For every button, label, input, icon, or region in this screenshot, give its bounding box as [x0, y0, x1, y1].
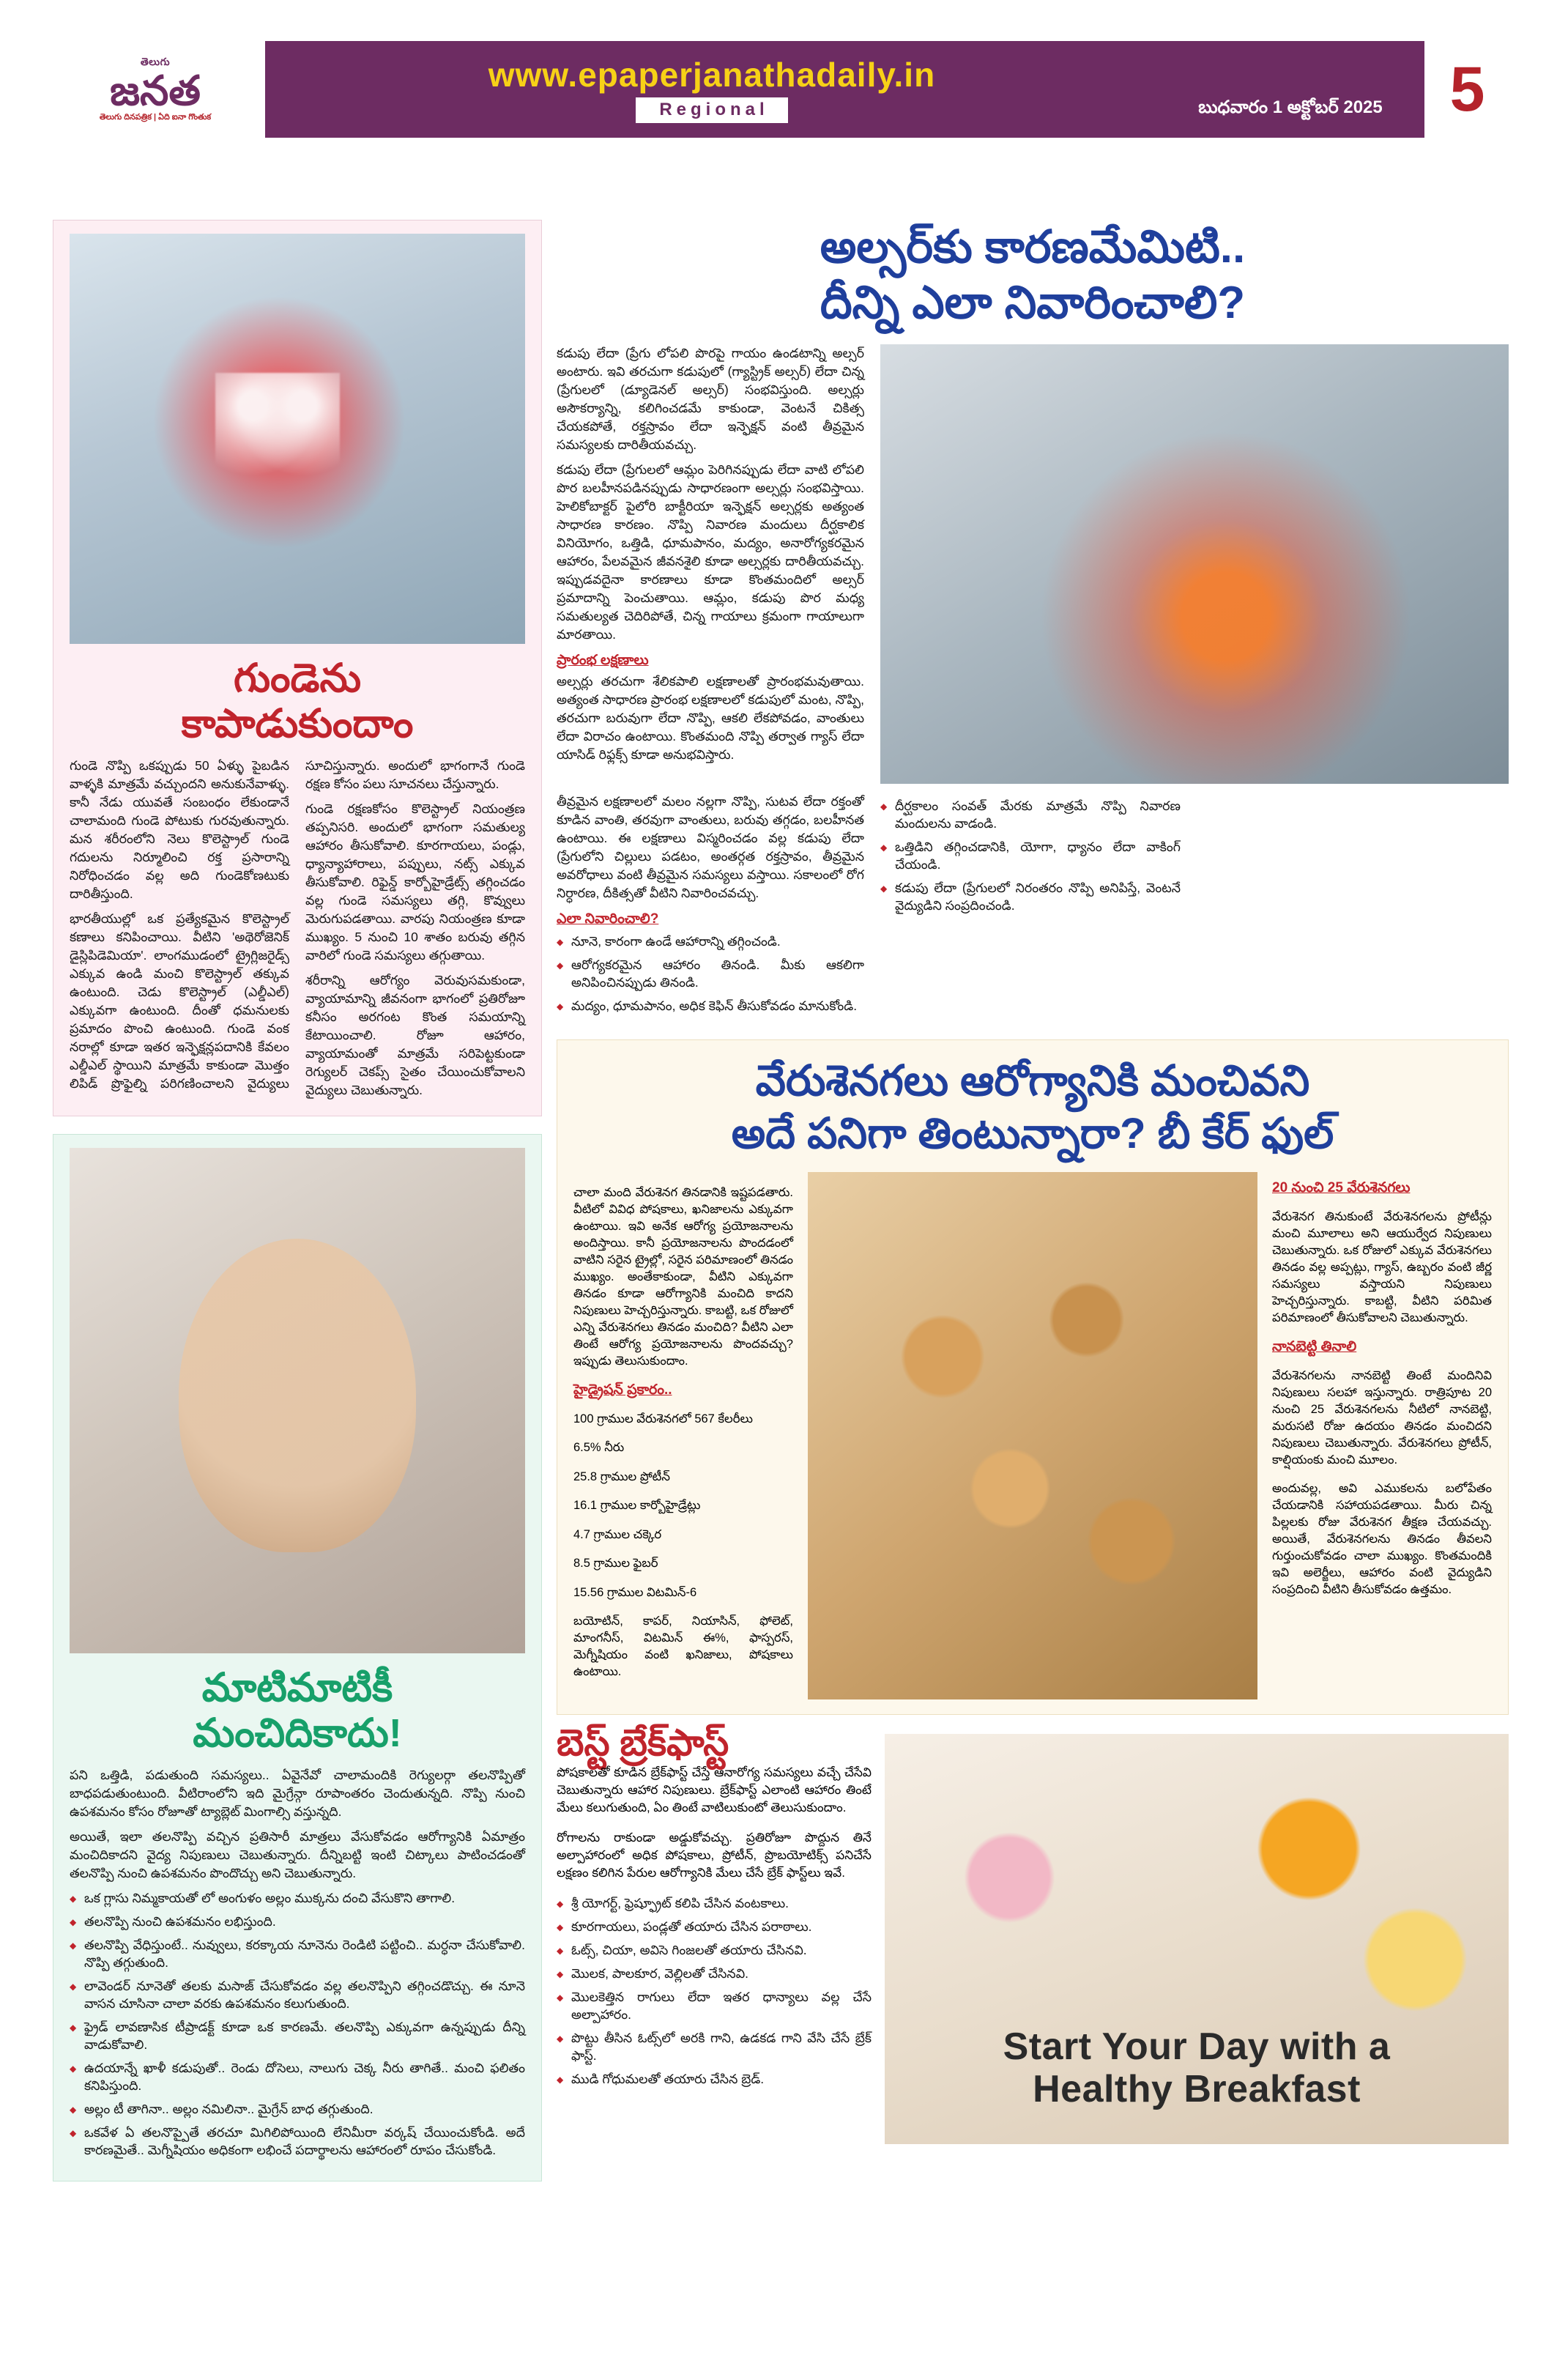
heart-body	[70, 757, 525, 1100]
peanut-subhead-2: నానబెట్టి తినాలి	[1272, 1339, 1357, 1354]
list-item: ◆ కడుపు లేదా (ప్రేగులలో నిరంతరం నొప్పి అనిపిస్తే, వెంటనే వైద్యుడిని సంప్రదించండి.	[880, 879, 1181, 914]
headache-headline	[70, 1665, 525, 1756]
ulcer-bottom-row	[557, 793, 1509, 1020]
left-column	[53, 220, 542, 2181]
ulcer-col-1	[557, 344, 864, 784]
heart-article-photo	[70, 234, 525, 644]
list-item: ◆ ఉదయాన్నే ఖాళీ కడుపుతో.. రెండు దోసెలు, నాలుగు చెక్క నీరు తాగితే.. మంచి ఫలితం కనిపిస్తుంది.	[70, 2059, 525, 2094]
logo-top-text: తెలుగు	[140, 55, 171, 67]
page-number: 5	[1422, 41, 1510, 138]
list-item: ◆ ఓట్స్, చియా, అవిసె గింజలతో తయారు చేసినవి.	[557, 1941, 872, 1959]
list-item: ◆ శ్రీ యోగర్ట్, ఫ్రెష్ఫ్రూట్ కలిపి చేసిన వంటకాలు.	[557, 1894, 872, 1912]
list-item: ◆ దీర్ఘకాలం సంవత్ మేరకు మాత్రమే నొప్పి నివారణ మందులను వాడండి.	[880, 797, 1181, 832]
ulcer-bullet-list-left	[557, 933, 864, 1015]
headache-headline-line2: మంచిదికాదు!	[193, 1711, 402, 1755]
peanut-headline	[573, 1055, 1492, 1160]
headache-headline-line1: మాటిమాటికీ	[201, 1666, 393, 1710]
nutrition-item: 6.5% నీరు	[573, 1441, 625, 1454]
breakfast-caption-line2: Healthy Breakfast	[1033, 2068, 1361, 2110]
article-headache	[53, 1134, 542, 2181]
article-breakfast	[557, 1722, 1509, 2144]
article-ulcer	[557, 220, 1509, 1020]
ulcer-article-photo	[880, 344, 1509, 784]
list-item: ◆ తలనొప్పి నుంచి ఉపశమనం లభిస్తుంది.	[70, 1913, 525, 1930]
heart-headline-line2: కాపాడుకుందాం	[181, 702, 414, 746]
issue-date: బుధవారం 1 అక్టోబర్ 2025	[1198, 97, 1383, 117]
list-item: ◆ కూరగాయలు, పండ్లతో తయారు చేసిన పరాఠాలు.	[557, 1918, 872, 1935]
heart-para-1: గుండె నొప్పి ఒకప్పుడు 50 ఏళ్ళు పైబడిన వాళ్ళకి మాత్రమే వచ్చుందని అనుకునేవాళ్ళు. కానీ నేడు యువతే సంబంధం లేకుండానే చాలామంది గుండె పోటుకు గురవుతున్నారు. మన శరీరంలోని నెలు కొలెస్ట్రాల్ గుండె గదులను నిర్మూలించి రక్త ప్రసారాన్ని నిరోధించడం వల్ల అది గుండెకోణటుకు దారితీస్తుంది.	[70, 758, 289, 901]
ulcer-spacer	[1197, 793, 1509, 1020]
logo-main-text: జనత	[110, 67, 201, 114]
list-item: ◆ మొలకెత్తిన రాగులు లేదా ఇతర ధాన్యాలు వల్ల చేసే అల్పాహారం.	[557, 1988, 872, 2023]
breakfast-headline: బెస్ట్ బ్రేక్‌ఫాస్ట్	[557, 1722, 729, 1763]
headache-para-2: అయితే, ఇలా తలనొప్పి వచ్చిన ప్రతిసారీ మాత్రలు వేసుకోవడం ఆరోగ్యానికి ఏమాత్రం మంచిదికాదని వైద్య నిపుణులు చెబుతున్నారు. దీన్నిబట్టి ఇంటి చిట్కాలు పాటించడంతో తలనొప్పి నుంచి ఉపశమనం పొందొచ్చు అని చెబుతున్నారు.	[70, 1829, 525, 1880]
peanut-headline-line2: అదే పనిగా తింటున్నారా? బీ కేర్ ఫుల్	[731, 1110, 1334, 1157]
list-item: ◆ నూనె, కారంగా ఉండే ఆహారాన్ని తగ్గించండి.	[557, 933, 864, 950]
peanut-headline-line1: వేరుశెనగలు ఆరోగ్యానికి మంచివని	[755, 1057, 1310, 1105]
breakfast-article-photo	[885, 1734, 1509, 2144]
nutrition-item: 4.7 గ్రాముల చక్కెర	[573, 1527, 662, 1541]
website-url[interactable]: www.epaperjanathadaily.in	[488, 55, 936, 94]
list-item: ◆ మొలక, పాలకూర, వెల్లిలతో చేసినవి.	[557, 1965, 872, 1982]
heart-para-4: శరీరాన్ని ఆరోగ్యం వెరువుసమకుండా, వ్యాయామాన్ని జీవనంగా భాగంలో ప్రతిరోజూ కనీసం అరగంట కొంత సమయాన్ని కేటాయించాలి. రోజూ ఆహారం, వ్యాయామంతో మాత్రమే సరిపెట్టకుండా రెగ్యులర్ చెకప్స్ సైతం చేయించుకోవాలని వైద్యులు చెబుతున్నారు.	[305, 973, 525, 1097]
ulcer-subhead-2: ఎలా నివారించాలి?	[557, 911, 659, 927]
nutrition-item: 15.56 గ్రాముల విటమిన్-6	[573, 1585, 697, 1599]
ulcer-para-2: కడుపు లేదా (ప్రేగులలో ఆమ్లం పెరిగినప్పుడు లేదా వాటి లోపలి పొర బలహీనపడినప్పుడు సాధారణంగా అల్సర్లు సంభవిస్తాయి. హెలికోబాక్టర్ పైలోరి బాక్టీరియా ఇన్ఫెక్షన్ అల్సర్లకు అత్యంత సాధారణ కారణం. నొప్పి నివారణ మందులు దీర్ఘకాలిక వినియోగం, ఒత్తిడి, ధూమపానం, మద్యం, అనారోగ్యకరమైన ఆహారం, పేలవమైన జీవనశైలి కూడా అల్సర్లకు దారితీయవచ్చు. ఇప్పుడవదైనా కారణాలు కూడా కొంతమందిలో అల్సర్ ప్రమాదాన్ని పెంచుతాయి. ఆమ్లం, కడుపు పొర మధ్య సమతుల్యత చెదిరిపోతే, చిన్న గాయాలు క్రమంగా గాయాలుగా మారతాయి.	[557, 462, 864, 642]
peanut-para-1: చాలా మంది వేరుశెనగ తినడానికి ఇష్టపడతారు. వీటిలో వివిధ పోషకాలు, ఖనిజాలను ఎక్కువగా ఉంటాయి. ఇవి అనేక ఆరోగ్య ప్రయోజనాలను అందిస్తాయి. కానీ ప్రయోజనాలను పొందడంలో వాటిని సరైన ట్రైల్లో, సరైన పరిమాణంలో తినడం ముఖ్యం. అంతేకాకుండా, వీటిని ఎక్కువగా తినడం కూడా ఆరోగ్యానికి మంచిది కాదని నిపుణులు హెచ్చరిస్తున్నారు. కాబట్టి, ఒక రోజులో ఎన్ని వేరుశెనగలు తినడం మంచిది? వీటిని ఎలా తింటే ఆరోగ్య ప్రయోజనాలను పొందవచ్చు? ఇప్పుడు తెలుసుకుందాం.	[573, 1185, 793, 1368]
masthead-logo	[45, 41, 265, 138]
masthead	[45, 41, 1510, 138]
article-heart	[53, 220, 542, 1116]
peanut-col-1	[573, 1172, 793, 1699]
article-peanut	[557, 1039, 1509, 1715]
peanut-subhead-1: 20 నుంచి 25 వేరుశెనగలు	[1272, 1180, 1411, 1195]
list-item: ◆ ఆరోగ్యకరమైన ఆహారం తినండి. మీకు ఆకలిగా అనిపించినప్పుడు తినండి.	[557, 956, 864, 991]
list-item: ◆ ముడి గోధుమలతో తయారు చేసిన బ్రెడ్.	[557, 2070, 872, 2088]
breakfast-text-col	[557, 1722, 872, 2144]
nutrition-item: 16.1 గ్రాముల కార్బోహైడ్రేట్లు	[573, 1499, 701, 1512]
headache-intro	[70, 1766, 525, 1883]
peanut-nutrition-title: హైడ్రైషన్ ప్రకారం..	[573, 1382, 672, 1398]
list-item: ◆ మద్యం, ధూమపానం, అధిక కెఫిన్ తీసుకోవడం మానుకోండి.	[557, 997, 864, 1015]
headache-bullet-list	[70, 1889, 525, 2159]
logo-sub-text: తెలుగు దినపత్రిక | ఏది ఐనా గొంతుక	[99, 112, 212, 122]
list-item: ◆ ఒకవేళ ఏ తలనొప్పైతే తరచూ మిగిలిపోయింది లేనిమీరా వర్కష్ చేయించుకోండి. అదే కారణమైతే.. మెగ్నీషియం అధికంగా లభించే పదార్థాలను ఆహారంలో రూపం చేసుకోండి.	[70, 2124, 525, 2159]
ulcer-subhead-1: ప్రారంభ లక్షణాలు	[557, 653, 649, 668]
nutrition-item: బయోటిన్, కాపర్, నియాసిన్, ఫోలెట్, మాంగనీస్, విటమిన్ ఈ%, ఫాస్పరస్, మెగ్నీషియం వంటి ఖనిజాలు, పోషకాలు ఉంటాయి.	[573, 1615, 793, 1678]
headache-para-1: పని ఒత్తిడి, పడుతుంది సమస్యలు.. ఏవైనేవో చాలామందికి రెగ్యులర్గా తలనొప్పితో బాధపడుతుంటుంది. వీటిరాంలోని ఇది మైగ్రేన్గా రూపాంతరం చెందుతున్నది. నొప్పి నుంచి ఉపశమనం కోసం రోజూతో ట్యాబ్లెట్ మింగాల్సి వస్తున్నది.	[70, 1768, 525, 1819]
ulcer-para-3: అల్సర్లు తరచుగా శేలికపాలి లక్షణాలతో ప్రారంభమవుతాయి. అత్యంత సాధారణ ప్రారంభ లక్షణాలలో కడుపులో మంట, నొప్పి, తరచుగా బరువుగా లేదా నొప్పి, ఆకలి లేకపోవడం, వాంతులు లేదా విరాచం ఉంటాయి. కొంతమంది నొప్పి తర్వాత గ్యాస్ లేదా యాసిడ్ రిఫ్లక్స్ కూడా అనుభవిస్తారు.	[557, 674, 864, 762]
peanut-nutrition-list	[573, 1411, 793, 1681]
ulcer-photo-wrap	[880, 344, 1509, 784]
heart-para-3: గుండె రక్షణకోసం కొలెస్ట్రాల్ నియంత్రణ తప్పనిసరి. అందులో భాగంగా సమతుల్య ఆహారం తీసుకోవాలి. కూరగాయలు, పండ్లు, ధ్యాన్యాహారాలు, పప్పులు, నట్స్ ఎక్కువ తీసుకోవాలి. రిఫైన్డ్ కార్బోహైడ్రేట్స్ తగ్గించడం వల్ల గుండె సమస్యలు తగ్గి, కొవ్వులు మెరుగుపడతాయి. వారపు నియంత్రణ కూడా ముఖ్యం. 5 నుంచి 10 శాతం బరువు తగ్గిన వారిలో గుండె సమస్యలు తగ్గుతాయి.	[305, 801, 525, 963]
ulcer-para-4: తీవ్రమైన లక్షణాలలో మలం నల్లగా నొప్పి, సుటవ లేదా రక్తంతో కూడిన వాంతి, తరవుగా వాంతులు, బరువు తగ్గడం, బలహీనత ఉంటాయి. ఈ లక్షణాలు విస్మరించడం వల్ల కడుపు లేదా (ప్రేగులోని చిల్లులు పడటం, అంతర్గత రక్తస్రావం, తీవ్రమైన అవరోధాలు వంటి తీవ్రమైన సమస్యలు వస్తాయి. సకాలంలో రోగ నిర్ధారణ, దీకిత్సతో వీటిని నివారించవచ్చు.	[557, 794, 864, 900]
ulcer-col-2	[557, 793, 864, 1020]
headache-article-photo	[70, 1148, 525, 1653]
peanut-para-3: వేరుశెనగలను నానబెట్టి తింటే మందినివి నిపుణులు సలహా ఇస్తున్నారు. రాత్రిపూట 20 నుంచి 25 వేరుశెనగలను నీటిలో నానబెట్టి, మరుసటి రోజు ఉదయం తినడం మంచిదని నిపుణులు చెబుతున్నారు. వేరుశెనగలు ప్రోటీన్, కాల్షియంకు మంచి మూలం.	[1272, 1368, 1492, 1467]
peanut-col-3	[1272, 1172, 1492, 1699]
peanut-article-photo	[808, 1172, 1257, 1699]
section-label: Regional	[636, 97, 787, 123]
peanut-columns	[573, 1172, 1492, 1699]
nutrition-item: 8.5 గ్రాముల ఫైబర్	[573, 1557, 658, 1570]
breakfast-photo-caption	[885, 2025, 1509, 2110]
breakfast-photo-wrap	[885, 1734, 1509, 2144]
breakfast-bullet-list	[557, 1894, 872, 2088]
masthead-center	[265, 41, 1159, 138]
nutrition-item: 25.8 గ్రాముల ప్రోటీన్	[573, 1469, 670, 1483]
list-item: ◆ ఫ్రైడ్ లావణాసిక టీప్రాడక్ట్ కూడా ఒక కారణమే. తలనొప్పి ఎక్కువగా ఉన్నప్పుడు దీన్ని వాడుకోవాలి.	[70, 2018, 525, 2053]
ulcer-para-1: కడుపు లేదా (ప్రేగు లోపలి పొరపై గాయం ఉండటాన్ని అల్సర్ అంటారు. ఇవి తరచుగా కడుపులో (గ్యాస్ట్రిక్ అల్సర్) లేదా చిన్న (ప్రేగులలో (డ్యూడెనల్ అల్సర్) సంభవిస్తుంది. అల్సర్లు అసౌకర్యాన్ని, కలిగించడమే కాకుండా, వెంటనే చికిత్స చేయకపోతే, రక్తస్రావం లేదా ఇన్ఫెక్షన్ వంటి తీవ్రమైన సమస్యలకు దారితీయవచ్చు.	[557, 346, 864, 452]
ulcer-headline-line2: దీన్ని ఎలా నివారించాలి?	[820, 278, 1246, 328]
list-item: ◆ తలనొప్పి వేధిస్తుంటే.. నువ్వులు, కరక్కాయ నూనెను రెండిటి పట్టించి.. మర్ధనా చేసుకోవాలి. నొప్పి తగ్గుతుంది.	[70, 1936, 525, 1971]
right-column	[557, 220, 1509, 2144]
peanut-para-2: వేరుశెనగ తినుకుంటే వేరుశెనగలను ప్రోటీన్లు మంచి మూలాలు అని ఆయుర్వేద నిపుణులు చెబుతున్నారు. ఒక రోజులో ఎక్కువ వేరుశెనగలు తినడం వల్ల అప్పట్లు, గ్యాస్, ఉబ్బరం వంటి జీర్ణ సమస్యలు వస్తాయని నిపుణులు హెచ్చరిస్తున్నారు. కాబట్టి, వీటిని పరిమిత పరిమాణంలో తీసుకోవాలని చెబుతున్నారు.	[1272, 1209, 1492, 1324]
list-item: ◆ అల్లం టీ తాగినా.. అల్లం నమిలినా.. మైగ్రేన్ బాధ తగ్గుతుంది.	[70, 2100, 525, 2118]
ulcer-col-3	[880, 793, 1181, 1020]
breakfast-para-2: రోగాలను రాకుండా అడ్డుకోవచ్చు. ప్రతిరోజూ పొద్దున తినే అల్పాహారంలో అధిక పోషకాలు, ప్రోటీన్, ప్రొబయోటిక్స్ పనిచేసే లక్షణం కలిగిన పేరుల ఆరోగ్యానికి మేలు చేసే బ్రేక్ ఫాస్ట్‌లు ఇవే.	[557, 1831, 872, 1880]
list-item: ◆ పొట్టు తీసిన ఓట్స్‌లో అరకి గాని, ఉడకడ గాని వేసి చేసే బ్రేక్ ఫాస్ట్.	[557, 2029, 872, 2064]
ulcer-headline-line1: అల్సర్‌కు కారణమేమిటి..	[820, 222, 1246, 273]
peanut-para-4: అందువల్ల, అవి ఎముకలను బలోపేతం చేయడానికి సహాయపడతాయి. మీరు చిన్న పిల్లలకు రోజు వేరుశెనగ తీక్షణ చేయవచ్చు. అయితే, వేరుశెనగలను తినడం తీవలని గుర్తుంచుకోవడం చాలా ముఖ్యం. కొంతమందికి ఇవి అలెర్జీలు, ఆహారం వంటి వైద్యుడిని సంప్రదించి వీటిని తీసుకోవడం ఉత్తమం.	[1272, 1482, 1492, 1596]
heart-para-2: భారతీయుల్లో ఒక ప్రత్యేకమైన కొలెస్ట్రాల్ కణాలు కనిపించాయి. వీటిని 'అథెరోజెనిక్ డైస్లిపిడెమియా'. లాంగముడంలో ట్రైగ్లిజరైడ్స్ ఎక్కువ ఉండి మంచి కొలెస్ట్రాల్ తక్కువ ఉంటుంది. చెడు కొలెస్ట్రాల్ (ఎల్డీఎల్) ఎక్కువగా ఉంటుంది. దీంతో ధమనులకు ప్రమాదం పొంచి ఉంటుంది. గుండె వంక నరాల్లో కూడా ఇతర ఇన్ఫెక్షన్లపదానికి కేవలం ఎల్డీఎల్ స్థాయిని మాత్రమే కాకుండా మొత్తం లిపిడ్ ప్రొఫైల్ని పరిగణించాలని వైద్యులు సూచిస్తున్నారు. అందులో భాగంగానే గుండె రక్షణ కోసం పలు సూచనలు చేస్తున్నారు.	[70, 758, 525, 1091]
breakfast-caption-line1: Start Your Day with a	[1003, 2025, 1391, 2068]
peanut-photo-wrap	[808, 1172, 1257, 1699]
ulcer-headline	[557, 220, 1509, 331]
ulcer-top-row	[557, 344, 1509, 784]
list-item: ◆ లావెండర్ నూనెతో తలకు మసాజ్ చేసుకోవడం వల్ల తలనొప్పిని తగ్గించడొచ్చు. ఈ నూనె వాసన చూసినా చాలా వరకు ఉపశమనం కలుగుతుంది.	[70, 1977, 525, 2012]
breakfast-para-1: పోషకాలతో కూడిన బ్రేక్‌ఫాస్ట్ చేస్తే ఆనారోగ్య సమస్యలు వచ్చే చేసేవి చెబుతున్నారు ఆహార నిపుణులు. బ్రేక్‌ఫాస్ట్ ఎలాంటి ఆహారం తింటే మేలు కలుగుతుంది, ఏం తింటే వాటిలుకుంటో తెలుసుకుందాం.	[557, 1765, 872, 1814]
list-item: ◆ ఒక గ్లాసు నిమ్మకాయతో లో అంగుళం అల్లం ముక్కను దంచి వేసుకొని తాగాలి.	[70, 1889, 525, 1907]
list-item: ◆ ఒత్తిడిని తగ్గించడానికి, యోగా, ధ్యానం లేదా వాకింగ్ చేయండి.	[880, 838, 1181, 873]
nutrition-item: 100 గ్రాముల వేరుశెనగలో 567 కేలరీలు	[573, 1412, 753, 1426]
ulcer-bullet-list-right	[880, 797, 1181, 914]
breakfast-row	[557, 1722, 1509, 2144]
heart-headline-line1: గుండెను	[233, 656, 362, 700]
heart-headline	[70, 656, 525, 746]
